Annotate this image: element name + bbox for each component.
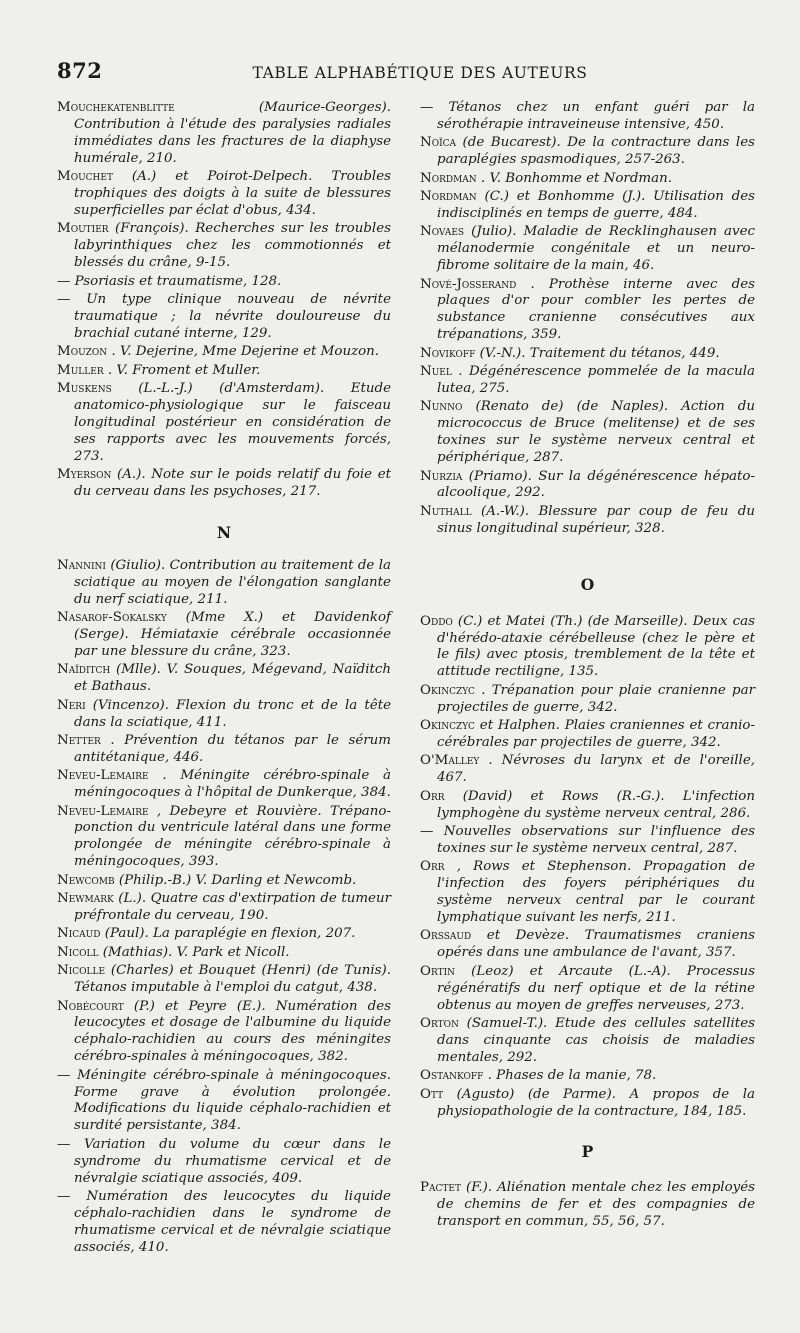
index-entry: [57, 891, 391, 925]
index-entry: [57, 558, 391, 609]
entry-text: . Prévention du tétanos par le sérum antitétanique, 446.: [74, 732, 391, 765]
entry-text: (A.-W.). Blessure par coup de feu du sinus longitudinal supérieur, 328.: [437, 503, 755, 536]
author-name: Ott: [420, 1086, 444, 1102]
index-entry: [420, 171, 755, 188]
index-entry: [57, 662, 391, 696]
index-entry: [420, 753, 755, 787]
index-entry: [420, 859, 755, 927]
section-letter-p: P: [581, 1142, 594, 1162]
entry-text: . V. Dejerine, Mme Dejerine et Mouzon.: [111, 344, 380, 360]
index-entry: [420, 135, 755, 169]
author-name: Nurzia: [420, 468, 463, 484]
entries-n: [57, 558, 391, 1257]
page-number: 872: [57, 58, 103, 83]
entry-text: (F.). Aliénation mentale chez les employés de chemins de fer et des compagnies de transport en commun, 55, 56, 57.: [437, 1180, 756, 1230]
entry-text: (Mathias). V. Park et Nicoll.: [102, 944, 290, 960]
index-entry: [420, 964, 755, 1015]
author-name: Orton: [420, 1016, 459, 1031]
index-entry: [420, 399, 755, 467]
author-name: Pactet: [420, 1180, 461, 1196]
author-name: Orr: [420, 859, 445, 875]
author-name: Okinczyc: [420, 682, 475, 698]
index-entry: [420, 614, 755, 682]
index-entry: [57, 768, 391, 802]
index-entry: [420, 683, 755, 717]
index-entry: [57, 926, 391, 943]
index-entry: [57, 698, 391, 732]
entry-text: (Renato de) (de Naples). Action du micrococcus de Bruce (melitense) et de ses toxines sur le système nerveux central et périphérique, 287.: [437, 399, 755, 466]
entry-text: (A.) et Poirot-Delpech. Troubles trophiques des doigts à la suite de blessures superficielles par éclat d'obus, 434.: [74, 169, 391, 218]
index-entry: [420, 1087, 755, 1121]
index-entry: [57, 945, 391, 962]
author-name: Nunno: [420, 399, 463, 415]
author-name: Nasarof-Sokalsky: [57, 610, 167, 626]
entry-text: — Méningite cérébro-spinale à méningocoques. Forme grave à évolution prolongée. Modifications du liquide céphalo-rachidien et surdité persistante, 384.: [57, 1067, 391, 1134]
author-name: Mouchet: [57, 169, 113, 185]
author-name: Neveu-Lemaire: [57, 768, 149, 784]
author-name: Moutier: [57, 221, 109, 237]
index-entry: [57, 999, 391, 1067]
entry-text: (Leoz) et Arcaute (L.-A). Processus régénératifs du nerf optique et de la rétine obtenus au moyen de greffes nerveuses, 273.: [437, 963, 755, 1013]
index-entry: [57, 292, 391, 343]
right-column: [420, 100, 755, 1233]
index-entry: [420, 224, 755, 275]
index-entry: [420, 824, 755, 858]
entry-text: (Julio). Maladie de Recklinghausen avec mélanodermie congénitale et un neuro-fibrome solitaire de la main, 46.: [437, 224, 755, 274]
entry-text: . Trépanation pour plaie cranienne par projectiles de guerre, 342.: [437, 682, 755, 715]
entry-text: . V. Froment et Muller.: [107, 362, 261, 378]
index-entry: [57, 274, 391, 291]
entry-text: et Devèze. Traumatismes craniens opérés dans une ambulance de l'avant, 357.: [437, 928, 755, 961]
index-entry: [420, 1180, 755, 1231]
index-entry: [420, 928, 755, 962]
entry-text: , Rows et Stephenson. Propagation de l'infection des foyers périphériques du système nerveux central par le courant lymphatique suivant les nerfs, 211.: [437, 859, 755, 926]
index-entry: [57, 1068, 391, 1136]
entry-text: — Variation du volume du cœur dans le syndrome du rhumatisme cervical et de névralgie sciatique associés, 409.: [57, 1136, 391, 1186]
index-entry: [420, 100, 755, 134]
index-entry: [57, 221, 391, 272]
entries-o: [420, 614, 755, 1121]
author-name: Okinczyc: [420, 718, 475, 734]
index-entry: [420, 364, 755, 398]
entry-text: (L.). Quatre cas d'extirpation de tumeur préfrontale du cerveau, 190.: [74, 891, 391, 923]
entry-text: (Mlle). V. Souques, Mégevand, Naïditch et Bathaus.: [74, 662, 391, 695]
author-name: Newmark: [57, 891, 114, 907]
entries-n-continued: [420, 100, 755, 538]
author-name: Neri: [57, 697, 86, 713]
author-name: Mouchekatenblitte: [57, 100, 175, 115]
index-entry: [57, 1137, 391, 1188]
entry-text: (Giulio). Contribution au traitement de la sciatique au moyen de l'élongation sanglante du nerf sciatique, 211.: [74, 557, 391, 607]
index-entry: [57, 610, 391, 661]
entry-text: (A.). Note sur le poids relatif du foie et du cerveau dans les psychoses, 217.: [74, 467, 391, 499]
entry-text: . Méningite cérébro-spinale à méningocoques à l'hôpital de Dunkerque, 384.: [74, 768, 391, 801]
author-name: Novikoff: [420, 345, 476, 361]
author-name: Nicaud: [57, 926, 101, 942]
entry-text: (François). Recherches sur les troubles labyrinthiques chez les commotionnés et blessés du crâne, 9-15.: [74, 221, 392, 271]
entry-text: — Numération des leucocytes du liquide céphalo-rachidien dans le syndrome de rhumatisme cervical et de névralgie sciatique associés, 410.: [57, 1188, 391, 1255]
entry-text: (Maurice-Georges). Contribution à l'étude des paralysies radiales immédiates dans les fractures de la diaphyse humérale, 210.: [74, 100, 391, 166]
author-name: O'Malley: [420, 753, 480, 769]
index-entry: [420, 789, 755, 823]
index-entry: [57, 733, 391, 767]
entry-text: . Dégénérescence pommelée de la macula lutea, 275.: [437, 364, 755, 396]
entry-text: (de Bucarest). De la contracture dans les paraplégies spasmodiques, 257-263.: [437, 135, 755, 168]
index-entry: [57, 963, 391, 997]
entry-text: (Agusto) (de Parme). A propos de la physiopathologie de la contracture, 184, 185.: [437, 1086, 755, 1119]
index-entry: [57, 467, 391, 501]
author-name: Nannini: [57, 557, 106, 573]
index-entry: [420, 469, 755, 503]
author-name: Orssaud: [420, 928, 472, 944]
index-entry: [420, 277, 755, 345]
author-name: Ortin: [420, 963, 456, 979]
index-entry: [57, 381, 391, 466]
author-name: Mouzon: [57, 344, 108, 360]
index-entry: [57, 100, 391, 168]
author-name: Nobécourt: [57, 998, 124, 1014]
author-name: Nuel: [420, 364, 452, 380]
entry-text: . Prothèse interne avec des plaques d'or pour combler les pertes de substance cranienne consécutives aux trépanations, 359.: [437, 276, 756, 343]
index-entry: [420, 346, 755, 363]
running-title: TABLE ALPHABÉTIQUE DES AUTEURS: [252, 64, 588, 82]
entry-text: — Un type clinique nouveau de névrite traumatique ; la névrite douloureuse du brachial cutané interne, 129.: [57, 291, 391, 341]
entry-text: . V. Bonhomme et Nordman.: [480, 170, 672, 186]
author-name: Nicolle: [57, 963, 106, 979]
entry-text: (Charles) et Bouquet (Henri) (de Tunis). Tétanos imputable à l'emploi du catgut, 438.: [74, 963, 391, 996]
author-name: Nicoll: [57, 944, 99, 960]
author-name: Naïditch: [57, 662, 111, 678]
author-name: Nuthall: [420, 503, 472, 519]
entry-text: . Névroses du larynx et de l'oreille, 467.: [437, 753, 755, 786]
entry-text: (Mme X.) et Davidenkof (Serge). Hémiataxie cérébrale occasionnée par une blessure du crâne, 323.: [74, 610, 392, 659]
index-entry: [57, 363, 391, 380]
author-name: Newcomb: [57, 872, 115, 888]
index-entry: [420, 718, 755, 752]
author-name: Novaes: [420, 224, 465, 240]
entry-text: (Vincenzo). Flexion du tronc et de la tête dans la sciatique, 411.: [74, 697, 391, 730]
entry-text: (Samuel-T.). Etude des cellules satellites dans cinquante cas choisis de maladies mentales, 292.: [437, 1016, 755, 1065]
index-entry: [57, 344, 391, 361]
entry-text: — Psoriasis et traumatisme, 128.: [57, 273, 282, 289]
entry-text: (P.) et Peyre (E.). Numération des leucocytes et dosage de l'albumine du liquide céphalo-rachidien au cours des méningites cérébro-spinales à méningocoques, 382.: [74, 998, 391, 1065]
entries-m: [57, 100, 391, 501]
index-entry: [420, 189, 755, 223]
author-name: Muskens: [57, 381, 112, 396]
index-entry: [420, 1016, 755, 1067]
section-letter-o: O: [580, 574, 595, 594]
author-name: Oddo: [420, 613, 453, 629]
index-entry: [57, 873, 391, 890]
entry-text: (L.-L.-J.) (d'Amsterdam). Etude anatomico-physiologique sur le faisceau longitudinal postérieur en considération de ses rapports avec les mouvements forcés, 273.: [74, 381, 391, 464]
entry-text: (Priamo). Sur la dégénérescence hépato-alcoolique, 292.: [437, 468, 755, 501]
entry-text: , Debeyre et Rouvière. Trépano-ponction du ventricule latéral dans une forme prolongée de méningite cérébro-spinale à méningocoques, 393.: [74, 803, 391, 870]
index-entry: [420, 504, 755, 538]
author-name: Ostankoff: [420, 1068, 484, 1084]
entry-text: (C.) et Matei (Th.) (de Marseille). Deux cas d'hérédo-ataxie cérébelleuse (chez le père et le fils) avec ptosis, tremblement de la tête et attitude rectiligne, 135.: [437, 613, 755, 680]
entry-text: (C.) et Bonhomme (J.). Utilisation des indisciplinés en temps de guerre, 484.: [437, 189, 755, 221]
author-name: Nordman: [420, 170, 477, 186]
author-name: Noïca: [420, 135, 457, 151]
entry-text: (V.-N.). Traitement du tétanos, 449.: [479, 345, 720, 361]
entry-text: et Halphen. Plaies craniennes et cranio-cérébrales par projectiles de guerre, 342.: [437, 718, 755, 750]
entry-text: . Phases de la manie, 78.: [487, 1068, 657, 1084]
entry-text: (Paul). La paraplégie en flexion, 207.: [104, 926, 356, 942]
entry-text: (David) et Rows (R.-G.). L'infection lymphogène du système nerveux central, 286.: [437, 788, 755, 821]
author-name: Orr: [420, 788, 445, 804]
section-letter-n: N: [216, 522, 232, 542]
author-name: Netter: [57, 732, 101, 748]
entry-text: (Philip.-B.) V. Darling et Newcomb.: [118, 872, 357, 888]
entries-p: [420, 1180, 755, 1231]
index-entry: [57, 169, 391, 220]
entry-text: — Tétanos chez un enfant guéri par la sérothérapie intraveineuse intensive, 450.: [420, 100, 755, 132]
entry-text: — Nouvelles observations sur l'influence des toxines sur le système nerveux central, 287.: [420, 824, 755, 856]
index-entry: [57, 804, 391, 872]
left-column: [57, 100, 391, 1258]
index-entry: [57, 1189, 391, 1257]
author-name: Nové-Josserand: [420, 276, 517, 292]
author-name: Muller: [57, 362, 104, 378]
author-name: Nordman: [420, 189, 477, 205]
author-name: Myerson: [57, 467, 112, 483]
author-name: Neveu-Lemaire: [57, 803, 149, 819]
index-entry: [420, 1068, 755, 1085]
